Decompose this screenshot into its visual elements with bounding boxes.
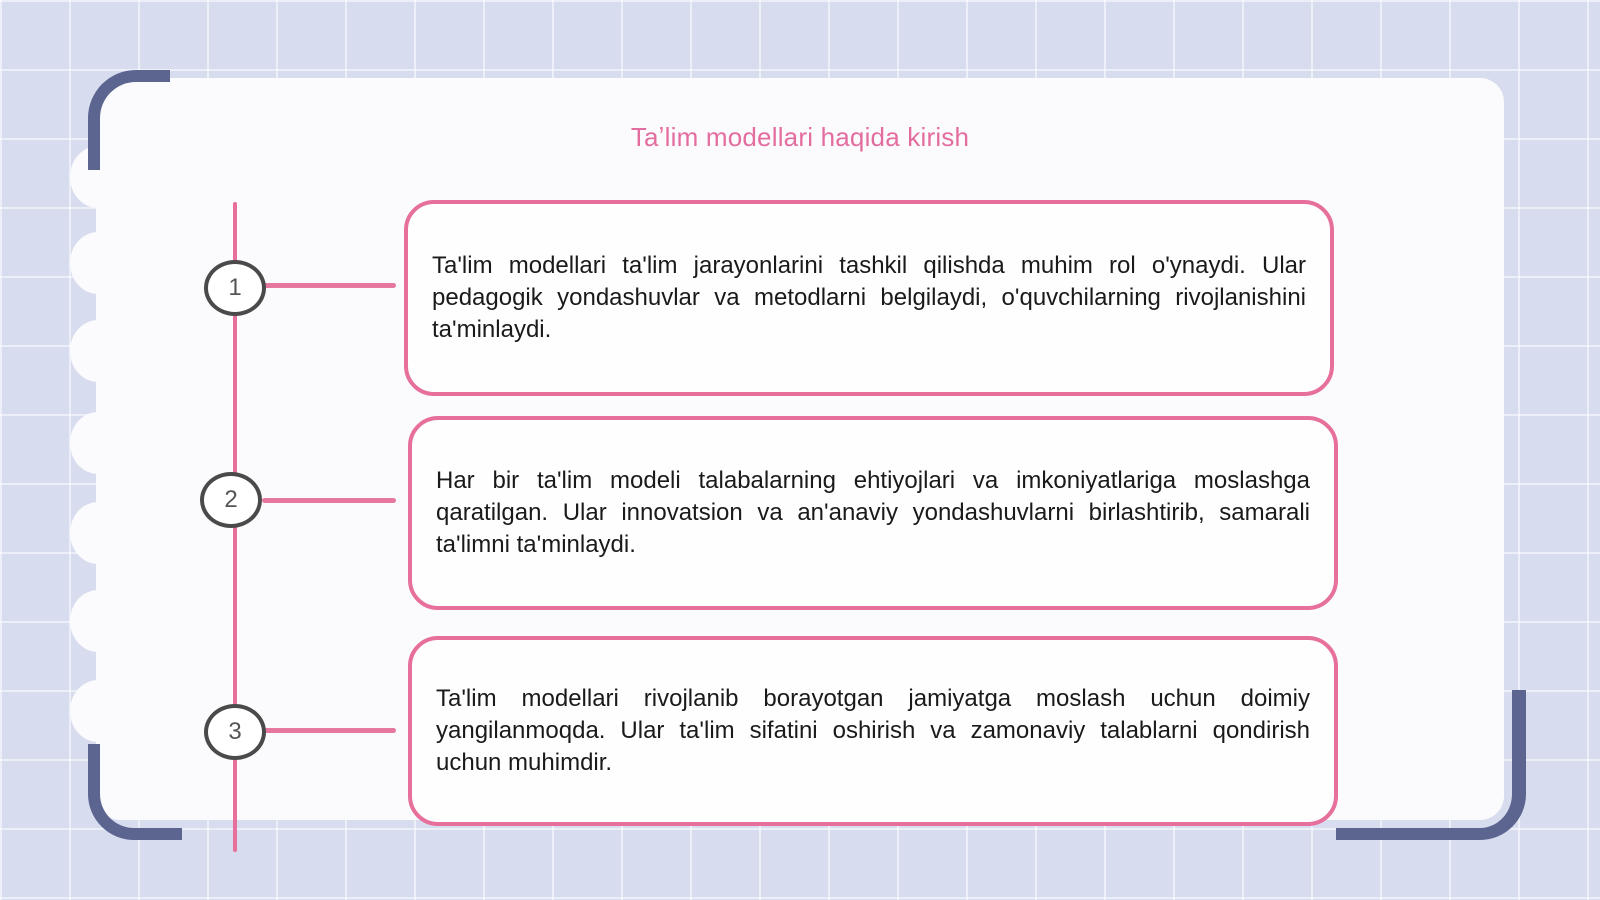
slide-title: Taʼlim modellari haqida kirish	[630, 122, 970, 152]
step-text: Har bir ta'lim modeli talabalarning ehtiyojlari va imkoniyatlariga moslashga qaratilgan. Ular innovatsion va an'anaviy yondashuvlarni birlashtirib, samarali ta'limni ta'minlaydi.	[436, 467, 1310, 558]
card-scallop	[70, 412, 126, 474]
timeline-connector	[262, 498, 396, 503]
step-text: Ta'lim modellari ta'lim jarayonlarini tashkil qilishda muhim rol o'ynaydi. Ular pedagogik yondashuvlar va metodlarni belgilaydi, o'quvchilarning rivojlanishini ta'minlaydi.	[432, 252, 1306, 343]
step-number-badge: 2	[200, 472, 262, 528]
step-number-badge: 1	[204, 260, 266, 316]
frame-corner-bottom-left	[88, 744, 182, 840]
step-card	[404, 200, 1334, 396]
card-scallop	[70, 320, 126, 382]
card-scallop	[70, 232, 126, 294]
step-card	[408, 636, 1338, 826]
frame-corner-top-left	[88, 70, 170, 170]
card-scallop	[70, 590, 126, 652]
step-text: Ta'lim modellari rivojlanib borayotgan jamiyatga moslash uchun doimiy yangilanmoqda. Ular ta'lim sifatini oshirish va zamonaviy talablarni qondirish uchun muhimdir.	[436, 685, 1310, 776]
frame-corner-bottom-right	[1336, 690, 1526, 840]
timeline-connector	[262, 283, 396, 288]
step-card	[408, 416, 1338, 610]
step-number-badge: 3	[204, 704, 266, 760]
timeline-connector	[262, 728, 396, 733]
card-scallop	[70, 502, 126, 564]
card-scallop	[70, 680, 126, 742]
